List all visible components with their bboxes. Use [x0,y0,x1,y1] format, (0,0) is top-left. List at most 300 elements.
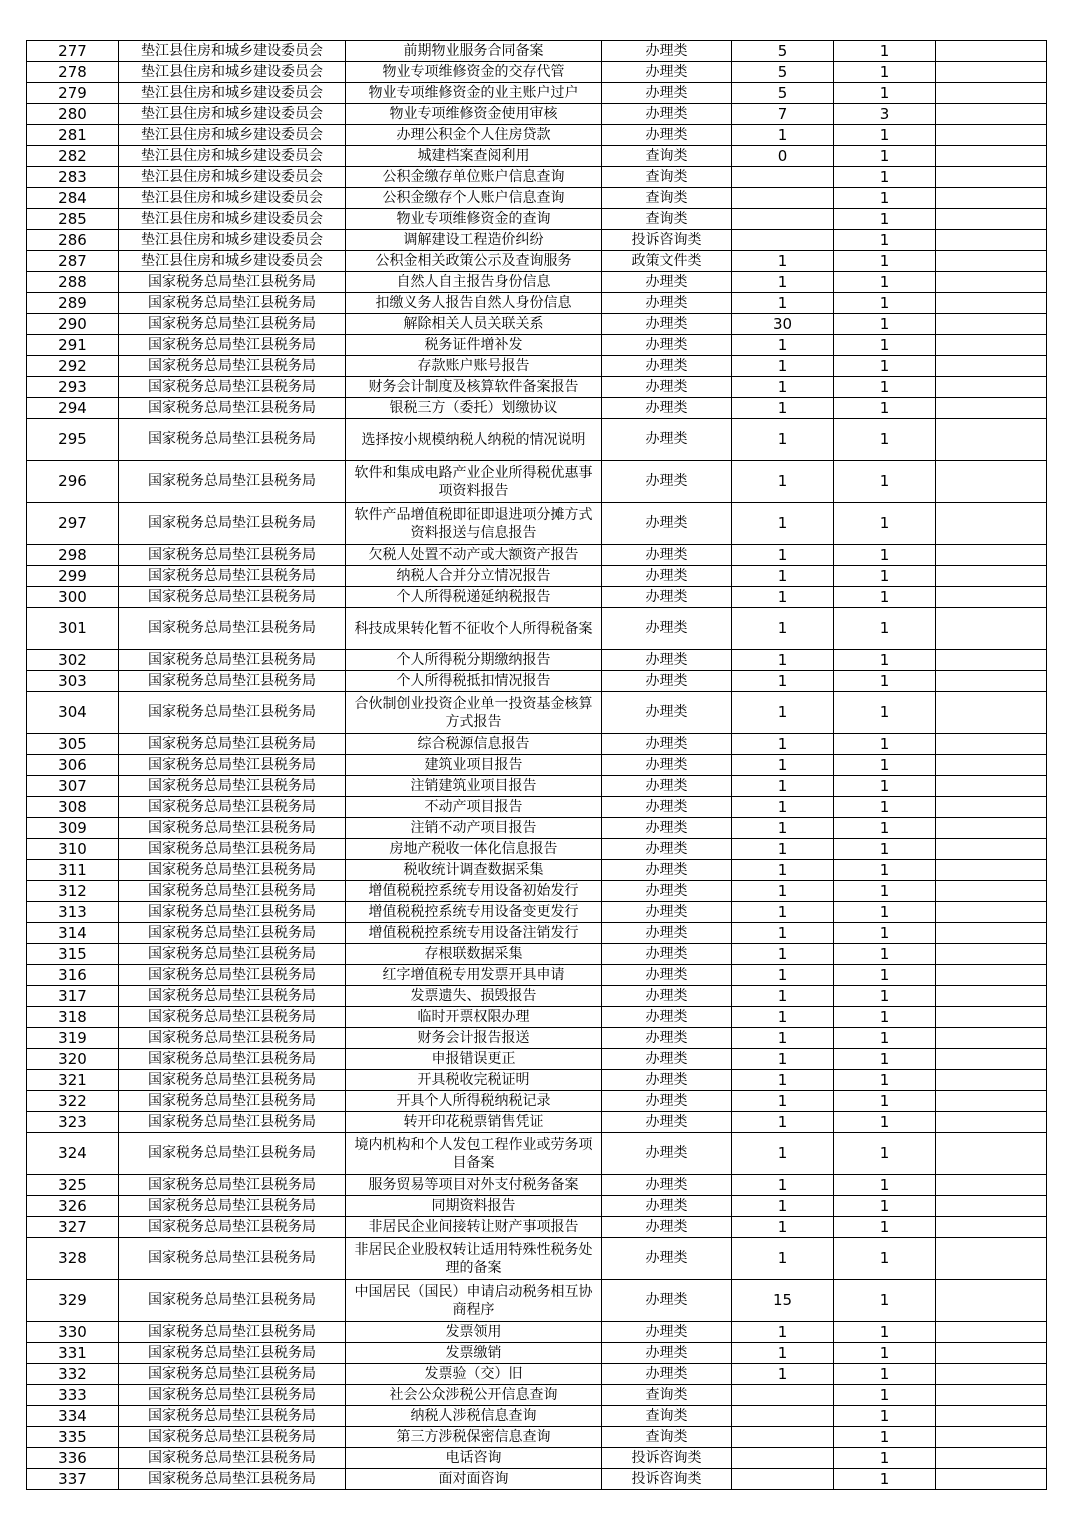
note-cell [936,1112,1047,1133]
department-cell: 国家税务总局垫江县税务局 [119,1385,346,1406]
department-cell: 垫江县住房和城乡建设委员会 [119,251,346,272]
category-cell: 查询类 [602,1406,732,1427]
row-number-cell: 321 [27,1070,119,1091]
category-cell: 投诉咨询类 [602,230,732,251]
service-item-cell: 非居民企业间接转让财产事项报告 [346,1217,602,1238]
service-item-cell: 公积金缴存个人账户信息查询 [346,188,602,209]
table-row [27,1280,1047,1322]
days-cell: 30 [732,314,834,335]
category-cell: 办理类 [602,125,732,146]
table-row [27,755,1047,776]
days-cell: 1 [732,650,834,671]
note-cell [936,545,1047,566]
category-cell: 办理类 [602,1112,732,1133]
department-cell: 国家税务总局垫江县税务局 [119,1175,346,1196]
department-cell: 国家税务总局垫江县税务局 [119,1238,346,1280]
days-cell: 1 [732,902,834,923]
note-cell [936,986,1047,1007]
visits-cell: 1 [834,41,936,62]
service-item-cell: 前期物业服务合同备案 [346,41,602,62]
category-cell: 政策文件类 [602,251,732,272]
note-cell [936,1007,1047,1028]
department-cell: 国家税务总局垫江县税务局 [119,608,346,650]
visits-cell: 1 [834,146,936,167]
row-number-cell: 294 [27,398,119,419]
department-cell: 国家税务总局垫江县税务局 [119,272,346,293]
department-cell: 国家税务总局垫江县税务局 [119,545,346,566]
note-cell [936,62,1047,83]
category-cell: 投诉咨询类 [602,1469,732,1490]
table-row [27,776,1047,797]
service-item-cell: 软件和集成电路产业企业所得税优惠事项资料报告 [346,461,602,503]
service-item-cell: 增值税税控系统专用设备变更发行 [346,902,602,923]
category-cell: 查询类 [602,167,732,188]
department-cell: 国家税务总局垫江县税务局 [119,1112,346,1133]
department-cell: 国家税务总局垫江县税务局 [119,1070,346,1091]
visits-cell: 1 [834,188,936,209]
department-cell: 国家税务总局垫江县税务局 [119,986,346,1007]
days-cell: 15 [732,1280,834,1322]
department-cell: 垫江县住房和城乡建设委员会 [119,104,346,125]
note-cell [936,125,1047,146]
category-cell: 办理类 [602,1217,732,1238]
visits-cell: 1 [834,293,936,314]
department-cell: 国家税务总局垫江县税务局 [119,587,346,608]
visits-cell: 1 [834,1133,936,1175]
category-cell: 办理类 [602,1364,732,1385]
days-cell: 1 [732,566,834,587]
visits-cell: 3 [834,104,936,125]
visits-cell: 1 [834,1091,936,1112]
service-item-cell: 非居民企业股权转让适用特殊性税务处理的备案 [346,1238,602,1280]
service-item-cell: 增值税税控系统专用设备注销发行 [346,923,602,944]
department-cell: 国家税务总局垫江县税务局 [119,881,346,902]
table-row [27,1133,1047,1175]
row-number-cell: 310 [27,839,119,860]
row-number-cell: 309 [27,818,119,839]
days-cell: 1 [732,293,834,314]
table-row [27,272,1047,293]
category-cell: 办理类 [602,839,732,860]
service-item-cell: 办理公积金个人住房贷款 [346,125,602,146]
days-cell: 1 [732,986,834,1007]
visits-cell: 1 [834,1217,936,1238]
row-number-cell: 319 [27,1028,119,1049]
category-cell: 办理类 [602,650,732,671]
table-row [27,1448,1047,1469]
table-row [27,1322,1047,1343]
table-row [27,587,1047,608]
days-cell: 1 [732,398,834,419]
visits-cell: 1 [834,398,936,419]
service-item-cell: 存款账户账号报告 [346,356,602,377]
note-cell [936,1217,1047,1238]
row-number-cell: 306 [27,755,119,776]
row-number-cell: 332 [27,1364,119,1385]
days-cell [732,188,834,209]
days-cell: 1 [732,545,834,566]
note-cell [936,839,1047,860]
service-item-cell: 红字增值税专用发票开具申请 [346,965,602,986]
days-cell: 1 [732,125,834,146]
department-cell: 国家税务总局垫江县税务局 [119,1091,346,1112]
department-cell: 国家税务总局垫江县税务局 [119,776,346,797]
service-item-cell: 临时开票权限办理 [346,1007,602,1028]
department-cell: 垫江县住房和城乡建设委员会 [119,230,346,251]
table-row [27,125,1047,146]
row-number-cell: 311 [27,860,119,881]
days-cell: 1 [732,923,834,944]
service-item-cell: 税收统计调查数据采集 [346,860,602,881]
table-row [27,923,1047,944]
department-cell: 垫江县住房和城乡建设委员会 [119,62,346,83]
table-row [27,398,1047,419]
row-number-cell: 281 [27,125,119,146]
row-number-cell: 288 [27,272,119,293]
table-row [27,566,1047,587]
note-cell [936,1175,1047,1196]
visits-cell: 1 [834,1007,936,1028]
department-cell: 垫江县住房和城乡建设委员会 [119,41,346,62]
visits-cell: 1 [834,1427,936,1448]
department-cell: 国家税务总局垫江县税务局 [119,1133,346,1175]
row-number-cell: 312 [27,881,119,902]
category-cell: 办理类 [602,902,732,923]
department-cell: 国家税务总局垫江县税务局 [119,1343,346,1364]
visits-cell: 1 [834,692,936,734]
service-item-cell: 城建档案查阅利用 [346,146,602,167]
visits-cell: 1 [834,965,936,986]
category-cell: 办理类 [602,1196,732,1217]
department-cell: 国家税务总局垫江县税务局 [119,1469,346,1490]
category-cell: 办理类 [602,797,732,818]
category-cell: 办理类 [602,671,732,692]
days-cell: 1 [732,692,834,734]
category-cell: 办理类 [602,314,732,335]
service-item-cell: 物业专项维修资金的业主账户过户 [346,83,602,104]
note-cell [936,734,1047,755]
service-item-cell: 开具个人所得税纳税记录 [346,1091,602,1112]
row-number-cell: 297 [27,503,119,545]
note-cell [936,335,1047,356]
department-cell: 国家税务总局垫江县税务局 [119,1196,346,1217]
table-row [27,230,1047,251]
note-cell [936,923,1047,944]
category-cell: 办理类 [602,1238,732,1280]
note-cell [936,356,1047,377]
table-row [27,83,1047,104]
note-cell [936,167,1047,188]
days-cell: 1 [732,734,834,755]
service-item-cell: 扣缴义务人报告自然人身份信息 [346,293,602,314]
visits-cell: 1 [834,671,936,692]
service-item-cell: 科技成果转化暂不征收个人所得税备案 [346,608,602,650]
days-cell: 1 [732,251,834,272]
note-cell [936,146,1047,167]
visits-cell: 1 [834,1196,936,1217]
days-cell: 1 [732,1133,834,1175]
department-cell: 国家税务总局垫江县税务局 [119,797,346,818]
table-row [27,377,1047,398]
visits-cell: 1 [834,83,936,104]
category-cell: 办理类 [602,734,732,755]
department-cell: 国家税务总局垫江县税务局 [119,965,346,986]
category-cell: 查询类 [602,1427,732,1448]
row-number-cell: 326 [27,1196,119,1217]
service-item-cell: 转开印花税票销售凭证 [346,1112,602,1133]
days-cell: 1 [732,1175,834,1196]
days-cell: 1 [732,1364,834,1385]
days-cell: 1 [732,335,834,356]
visits-cell: 1 [834,419,936,461]
note-cell [936,419,1047,461]
note-cell [936,944,1047,965]
visits-cell: 1 [834,818,936,839]
category-cell: 查询类 [602,209,732,230]
visits-cell: 1 [834,881,936,902]
service-item-cell: 注销不动产项目报告 [346,818,602,839]
row-number-cell: 313 [27,902,119,923]
row-number-cell: 280 [27,104,119,125]
note-cell [936,692,1047,734]
department-cell: 国家税务总局垫江县税务局 [119,902,346,923]
table-row [27,356,1047,377]
table-row [27,1343,1047,1364]
days-cell: 1 [732,1112,834,1133]
visits-cell: 1 [834,1028,936,1049]
service-item-cell: 解除相关人员关联关系 [346,314,602,335]
department-cell: 国家税务总局垫江县税务局 [119,503,346,545]
department-cell: 国家税务总局垫江县税务局 [119,671,346,692]
days-cell: 1 [732,587,834,608]
department-cell: 国家税务总局垫江县税务局 [119,335,346,356]
table-row [27,818,1047,839]
note-cell [936,1280,1047,1322]
category-cell: 办理类 [602,1322,732,1343]
row-number-cell: 323 [27,1112,119,1133]
row-number-cell: 324 [27,1133,119,1175]
note-cell [936,209,1047,230]
visits-cell: 1 [834,1112,936,1133]
note-cell [936,377,1047,398]
department-cell: 垫江县住房和城乡建设委员会 [119,209,346,230]
department-cell: 国家税务总局垫江县税务局 [119,1406,346,1427]
visits-cell: 1 [834,335,936,356]
note-cell [936,251,1047,272]
category-cell: 办理类 [602,1028,732,1049]
department-cell: 国家税务总局垫江县税务局 [119,356,346,377]
row-number-cell: 315 [27,944,119,965]
visits-cell: 1 [834,650,936,671]
table-row [27,293,1047,314]
table-row [27,251,1047,272]
table-row [27,1427,1047,1448]
visits-cell: 1 [834,566,936,587]
visits-cell: 1 [834,923,936,944]
service-item-cell: 财务会计制度及核算软件备案报告 [346,377,602,398]
visits-cell: 1 [834,356,936,377]
table-row [27,671,1047,692]
row-number-cell: 298 [27,545,119,566]
service-item-cell: 纳税人涉税信息查询 [346,1406,602,1427]
category-cell: 办理类 [602,1133,732,1175]
department-cell: 国家税务总局垫江县税务局 [119,1049,346,1070]
visits-cell: 1 [834,902,936,923]
service-item-cell: 服务贸易等项目对外支付税务备案 [346,1175,602,1196]
table-row [27,860,1047,881]
service-item-cell: 增值税税控系统专用设备初始发行 [346,881,602,902]
table-row [27,461,1047,503]
days-cell: 1 [732,1091,834,1112]
row-number-cell: 282 [27,146,119,167]
note-cell [936,902,1047,923]
department-cell: 国家税务总局垫江县税务局 [119,1322,346,1343]
department-cell: 国家税务总局垫江县税务局 [119,1028,346,1049]
visits-cell: 1 [834,839,936,860]
category-cell: 办理类 [602,776,732,797]
days-cell: 1 [732,881,834,902]
category-cell: 办理类 [602,1091,732,1112]
note-cell [936,1406,1047,1427]
service-item-cell: 面对面咨询 [346,1469,602,1490]
days-cell: 1 [732,608,834,650]
visits-cell: 1 [834,1469,936,1490]
days-cell [732,209,834,230]
days-cell: 1 [732,1049,834,1070]
department-cell: 国家税务总局垫江县税务局 [119,566,346,587]
table-row [27,1112,1047,1133]
table-row [27,608,1047,650]
category-cell: 办理类 [602,545,732,566]
service-item-cell: 同期资料报告 [346,1196,602,1217]
visits-cell: 1 [834,314,936,335]
row-number-cell: 305 [27,734,119,755]
category-cell: 办理类 [602,692,732,734]
days-cell: 5 [732,83,834,104]
row-number-cell: 307 [27,776,119,797]
department-cell: 国家税务总局垫江县税务局 [119,1448,346,1469]
department-cell: 垫江县住房和城乡建设委员会 [119,146,346,167]
days-cell [732,1469,834,1490]
table-row [27,1469,1047,1490]
visits-cell: 1 [834,1364,936,1385]
note-cell [936,1427,1047,1448]
department-cell: 国家税务总局垫江县税务局 [119,839,346,860]
note-cell [936,566,1047,587]
row-number-cell: 333 [27,1385,119,1406]
note-cell [936,587,1047,608]
category-cell: 办理类 [602,965,732,986]
row-number-cell: 308 [27,797,119,818]
service-item-cell: 公积金缴存单位账户信息查询 [346,167,602,188]
note-cell [936,1448,1047,1469]
days-cell: 1 [732,1322,834,1343]
visits-cell: 1 [834,1049,936,1070]
department-cell: 国家税务总局垫江县税务局 [119,398,346,419]
table-row [27,1385,1047,1406]
row-number-cell: 316 [27,965,119,986]
visits-cell: 1 [834,503,936,545]
service-item-cell: 申报错误更正 [346,1049,602,1070]
note-cell [936,83,1047,104]
row-number-cell: 290 [27,314,119,335]
row-number-cell: 318 [27,1007,119,1028]
service-item-cell: 软件产品增值税即征即退进项分摊方式资料报送与信息报告 [346,503,602,545]
department-cell: 国家税务总局垫江县税务局 [119,860,346,881]
days-cell: 1 [732,272,834,293]
category-cell: 办理类 [602,104,732,125]
note-cell [936,755,1047,776]
department-cell: 国家税务总局垫江县税务局 [119,818,346,839]
service-item-cell: 境内机构和个人发包工程作业或劳务项目备案 [346,1133,602,1175]
category-cell: 办理类 [602,881,732,902]
visits-cell: 1 [834,608,936,650]
note-cell [936,1343,1047,1364]
row-number-cell: 300 [27,587,119,608]
category-cell: 办理类 [602,1070,732,1091]
department-cell: 国家税务总局垫江县税务局 [119,1427,346,1448]
table-row [27,1028,1047,1049]
table-row [27,965,1047,986]
row-number-cell: 330 [27,1322,119,1343]
visits-cell: 1 [834,1385,936,1406]
table-row [27,944,1047,965]
days-cell: 1 [732,377,834,398]
category-cell: 办理类 [602,335,732,356]
category-cell: 办理类 [602,41,732,62]
service-item-cell: 开具税收完税证明 [346,1070,602,1091]
service-item-cell: 财务会计报告报送 [346,1028,602,1049]
table-row [27,1238,1047,1280]
category-cell: 办理类 [602,755,732,776]
visits-cell: 1 [834,62,936,83]
service-item-cell: 调解建设工程造价纠纷 [346,230,602,251]
table-row [27,188,1047,209]
note-cell [936,1070,1047,1091]
service-item-cell: 公积金相关政策公示及查询服务 [346,251,602,272]
department-cell: 国家税务总局垫江县税务局 [119,1364,346,1385]
category-cell: 办理类 [602,83,732,104]
category-cell: 办理类 [602,419,732,461]
service-item-cell: 物业专项维修资金使用审核 [346,104,602,125]
category-cell: 办理类 [602,1175,732,1196]
table-row [27,881,1047,902]
service-item-cell: 发票遗失、损毁报告 [346,986,602,1007]
department-cell: 国家税务总局垫江县税务局 [119,944,346,965]
visits-cell: 1 [834,230,936,251]
note-cell [936,104,1047,125]
visits-cell: 1 [834,1343,936,1364]
days-cell [732,230,834,251]
table-row [27,1007,1047,1028]
category-cell: 办理类 [602,1007,732,1028]
service-item-cell: 存根联数据采集 [346,944,602,965]
category-cell: 投诉咨询类 [602,1448,732,1469]
row-number-cell: 278 [27,62,119,83]
row-number-cell: 337 [27,1469,119,1490]
category-cell: 查询类 [602,1385,732,1406]
service-item-cell: 个人所得税分期缴纳报告 [346,650,602,671]
row-number-cell: 304 [27,692,119,734]
visits-cell: 1 [834,1406,936,1427]
days-cell [732,167,834,188]
department-cell: 国家税务总局垫江县税务局 [119,755,346,776]
days-cell [732,1406,834,1427]
days-cell: 1 [732,818,834,839]
row-number-cell: 314 [27,923,119,944]
days-cell: 1 [732,1028,834,1049]
row-number-cell: 303 [27,671,119,692]
